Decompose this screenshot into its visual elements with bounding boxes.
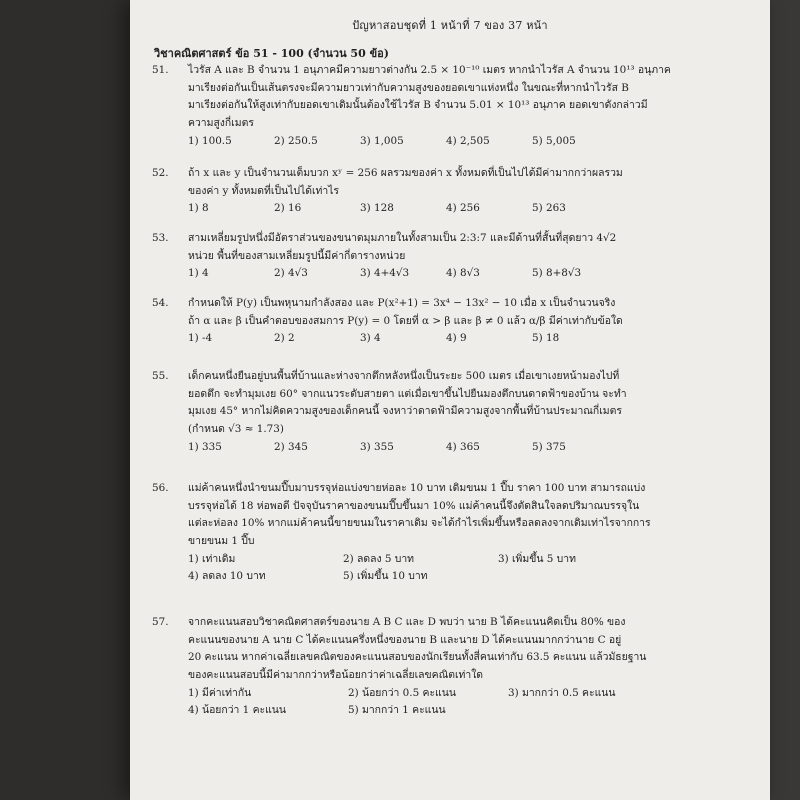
- choice: 5) 18: [532, 332, 560, 345]
- choice: 5) มากกว่า 1 คะแนน: [348, 704, 446, 717]
- choice: 4) 9: [446, 332, 467, 345]
- question-51: [152, 62, 752, 150]
- choice: 3) มากกว่า 0.5 คะแนน: [508, 686, 616, 699]
- question-number: 52.: [152, 167, 169, 179]
- choice: 4) 365: [446, 440, 480, 453]
- choices: [188, 265, 752, 283]
- page-header: ปัญหาสอบชุดที่ 1 หน้าที่ 7 ของ 37 หน้า: [352, 19, 548, 32]
- question-text: กำหนดให้ P(y) เป็นพหุนามกำลังสอง และ P(x²+1) = 3x⁴ − 13x² − 10 เมื่อ x เป็นจำนวนจริง ถ้า α และ β เป็นคำตอบของสมการ P(y) = 0 โดยที่ α > β และ β ≠ 0 แล้ว α/β มีค่าเท่ากับข้อใด: [188, 297, 623, 327]
- question-text: เด็กคนหนึ่งยืนอยู่บนพื้นที่บ้านและห่างจากตึกหลังหนึ่งเป็นระยะ 500 เมตร เมื่อเขาเงยหน้ามองไปที่ ยอดตึก จะทำมุมเงย 60° จากแนวระดับสายตา แต่เมื่อเขาขึ้นไปยืนมองตึกบนดาดฟ้าของบ้าน จะทำ มุมเงย 45° หากไม่คิดความสูงของเด็กคนนี้ จงหาว่าดาดฟ้ามีความสูงจากพื้นที่บ้านประมาณกี่เมตร (กำหนด √3 ≈ 1.73): [188, 370, 627, 436]
- choices: [188, 200, 752, 218]
- choices-row-2: [188, 568, 752, 586]
- exam-page: [130, 0, 770, 800]
- question-number: 53.: [152, 232, 169, 244]
- choices: [188, 133, 752, 151]
- choices: [188, 330, 752, 348]
- choice: 4) 8√3: [446, 267, 480, 280]
- question-55: [152, 368, 752, 456]
- question-number: 51.: [152, 64, 169, 76]
- choice: 2) 250.5: [274, 134, 318, 147]
- choice: 1) 4: [188, 267, 209, 280]
- question-56: [152, 480, 752, 586]
- choice: 2) 345: [274, 440, 308, 453]
- choices-row-1: [188, 685, 752, 703]
- choice: 3) 4: [360, 332, 381, 345]
- question-number: 57.: [152, 616, 169, 628]
- question-53: [152, 230, 752, 283]
- choices-row-2: [188, 702, 752, 720]
- choice: 5) เพิ่มขึ้น 10 บาท: [343, 570, 428, 583]
- choice: 3) 355: [360, 440, 394, 453]
- choice: 4) น้อยกว่า 1 คะแนน: [188, 704, 287, 717]
- question-number: 56.: [152, 482, 169, 494]
- choices: [188, 439, 752, 457]
- choice: 4) ลดลง 10 บาท: [188, 570, 266, 583]
- choice: 3) 128: [360, 202, 394, 215]
- choice: 1) เท่าเดิม: [188, 552, 236, 565]
- question-57: [152, 614, 752, 720]
- question-text: สามเหลี่ยมรูปหนึ่งมีอัตราส่วนของขนาดมุมภายในทั้งสามเป็น 2:3:7 และมีด้านที่สั้นที่สุดยาว 4√2 หน่วย พื้นที่ของสามเหลี่ยมรูปนี้มีค่ากี่ตารางหน่วย: [188, 232, 617, 262]
- choice: 3) เพิ่มขึ้น 5 บาท: [498, 552, 576, 565]
- question-text: ถ้า x และ y เป็นจำนวนเต็มบวก xʸ = 256 ผลรวมของค่า x ทั้งหมดที่เป็นไปได้มีค่ามากกว่าผลรวม ของค่า y ทั้งหมดที่เป็นไปได้เท่าไร: [188, 167, 623, 197]
- choice: 4) 2,505: [446, 134, 490, 147]
- choice: 5) 5,005: [532, 134, 576, 147]
- background-shadow: [0, 0, 130, 800]
- choice: 3) 1,005: [360, 134, 404, 147]
- choice: 5) 375: [532, 440, 566, 453]
- choice: 2) 16: [274, 202, 302, 215]
- question-54: [152, 295, 752, 348]
- choice: 4) 256: [446, 202, 480, 215]
- question-52: [152, 165, 752, 218]
- choices-row-1: [188, 551, 752, 569]
- choice: 1) 100.5: [188, 134, 232, 147]
- section-title: วิชาคณิตศาสตร์ ข้อ 51 - 100 (จำนวน 50 ข้อ): [154, 47, 389, 60]
- choice: 2) ลดลง 5 บาท: [343, 552, 415, 565]
- question-text: แม่ค้าคนหนึ่งนำขนมปี๊บมาบรรจุห่อแบ่งขายห่อละ 10 บาท เดิมขนม 1 ปี๊บ ราคา 100 บาท สามารถแบ่ง บรรจุห่อได้ 18 ห่อพอดี ปัจจุบันราคาของขนมปี๊บขึ้นมา 10% แม่ค้าคนนี้จึงตัดสินใจลดปริมาณบรรจุใน แต่ละห่อลง 10% หากแม่ค้าคนนี้ขายขนมในราคาเดิม จะได้กำไรเพิ่มขึ้นหรือลดลงจากเดิมเท่าไรจากการ ขายขนม 1 ปี๊บ: [188, 482, 651, 548]
- choice: 1) 335: [188, 440, 222, 453]
- choice: 3) 4+4√3: [360, 267, 410, 280]
- question-number: 54.: [152, 297, 169, 309]
- choice: 1) 8: [188, 202, 209, 215]
- choice: 1) -4: [188, 332, 213, 345]
- choice: 2) น้อยกว่า 0.5 คะแนน: [348, 686, 456, 699]
- question-text: ไวรัส A และ B จำนวน 1 อนุภาคมีความยาวต่างกัน 2.5 × 10⁻¹⁰ เมตร หากนำไวรัส A จำนวน 10¹³ อนุภาค มาเรียงต่อกันเป็นเส้นตรงจะมีความยาวเท่ากับความสูงของยอดเขาแห่งหนึ่ง ในขณะที่หากนำไวรัส B มาเรียงต่อกันให้สูงเท่ากับยอดเขาเดิมนั้นต้องใช้ไวรัส B จำนวน 5.01 × 10¹³ อนุภาค ยอดเขาดังกล่าวมี ความสูงกี่เมตร: [188, 64, 671, 130]
- choice: 1) มีค่าเท่ากัน: [188, 686, 252, 699]
- choice: 5) 8+8√3: [532, 267, 582, 280]
- choice: 2) 2: [274, 332, 295, 345]
- choice: 5) 263: [532, 202, 566, 215]
- question-text: จากคะแนนสอบวิชาคณิตศาสตร์ของนาย A B C และ D พบว่า นาย B ได้คะแนนคิดเป็น 80% ของ คะแนนของนาย A นาย C ได้คะแนนครึ่งหนึ่งของนาย B และนาย D ได้คะแนนมากกว่านาย C อยู่ 20 คะแนน หากค่าเฉลี่ยเลขคณิตของคะแนนสอบของนักเรียนทั้งสี่คนเท่ากับ 63.5 คะแนน แล้วมัธยฐาน ของคะแนนสอบนี้มีค่ามากกว่าหรือน้อยกว่าค่าเฉลี่ยเลขคณิตเท่าใด: [188, 616, 647, 682]
- choice: 2) 4√3: [274, 267, 308, 280]
- question-number: 55.: [152, 370, 169, 382]
